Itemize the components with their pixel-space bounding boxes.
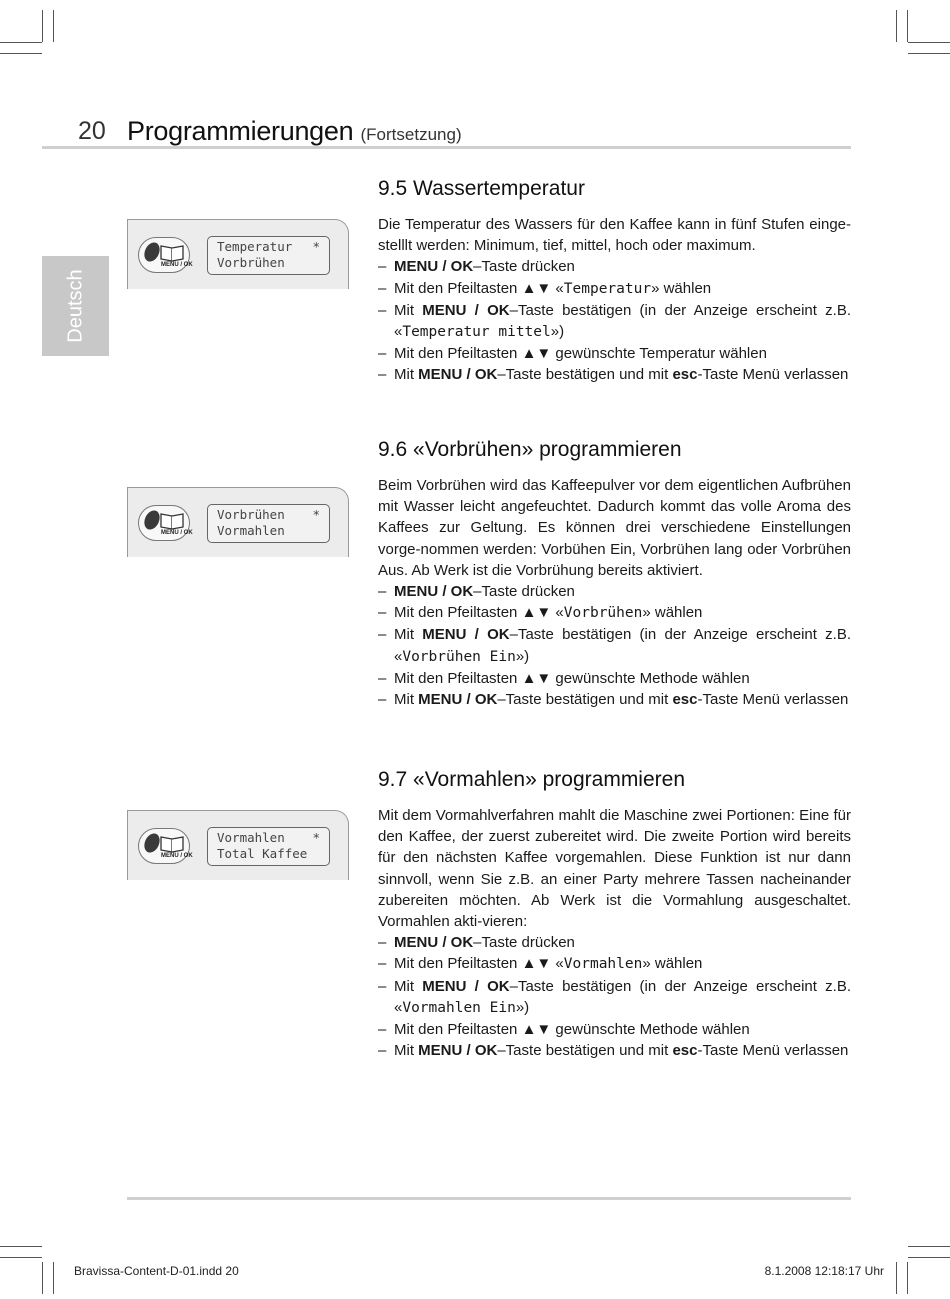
step-text: -Taste Menü verlassen bbox=[697, 1042, 849, 1060]
step-item: – Mit MENU / OK–Taste bestätigen (in der Anzeige erscheint z.B. «Vormahlen Ein») bbox=[378, 977, 852, 1016]
page-title bbox=[127, 116, 462, 147]
step-text: ») bbox=[515, 998, 530, 1016]
crop-mark bbox=[907, 10, 908, 42]
step-text: Mit bbox=[394, 301, 423, 319]
step-text: –Taste drücken bbox=[473, 934, 575, 952]
step-text: Mit den Pfeiltasten ▲▼ « bbox=[394, 955, 564, 973]
crop-mark bbox=[53, 1262, 54, 1294]
section-vormahlen bbox=[378, 768, 851, 1061]
lcd-asterisk: * bbox=[312, 830, 320, 845]
step-text: Mit den Pfeiltasten ▲▼ gewünschte Methode wählen bbox=[394, 1021, 750, 1039]
page-title-text: Programmierungen bbox=[127, 116, 354, 146]
step-text: –Taste bestätigen (in der Anzeige erscheint z.B. « bbox=[394, 301, 852, 341]
crop-mark bbox=[896, 1262, 897, 1294]
step-text: –Taste drücken bbox=[473, 583, 575, 601]
step-item: – Mit MENU / OK–Taste bestätigen (in der Anzeige erscheint z.B. «Vorbrühen Ein») bbox=[378, 626, 852, 665]
language-tab-label: Deutsch bbox=[64, 269, 86, 343]
step-text: –Taste bestätigen (in der Anzeige erscheint z.B. « bbox=[394, 977, 852, 1016]
display-text: Temperatur bbox=[563, 280, 652, 297]
page-number: 20 bbox=[78, 117, 106, 145]
step-item: – Mit den Pfeiltasten ▲▼ gewünschte Methode wählen bbox=[378, 669, 750, 687]
step-text: » wählen bbox=[642, 604, 703, 622]
lcd-display bbox=[207, 827, 330, 866]
display-text: Vormahlen Ein bbox=[402, 999, 516, 1016]
step-text: –Taste bestätigen und mit bbox=[497, 366, 673, 384]
step-list bbox=[378, 581, 851, 710]
step-text: Mit bbox=[394, 366, 419, 384]
step-text: Mit den Pfeiltasten ▲▼ gewünschte Temperatur wählen bbox=[394, 345, 767, 363]
step-text: Mit den Pfeiltasten ▲▼ gewünschte Methode wählen bbox=[394, 669, 750, 687]
lcd-asterisk: * bbox=[312, 507, 320, 522]
menu-ok-label: MENU / OK bbox=[161, 853, 193, 859]
lcd-line-1: Vormahlen bbox=[217, 830, 285, 845]
lcd-line-2: Vorbrühen bbox=[217, 255, 285, 270]
key-label: esc bbox=[672, 1042, 698, 1060]
section-heading: 9.6 «Vorbrühen» programmieren bbox=[378, 438, 682, 461]
step-text: ») bbox=[515, 647, 530, 665]
page-title-suffix: (Fortsetzung) bbox=[360, 125, 462, 144]
footer-rule bbox=[127, 1197, 851, 1200]
step-text: –Taste bestätigen und mit bbox=[497, 691, 673, 709]
key-label: MENU / OK bbox=[422, 977, 510, 995]
step-item: – Mit den Pfeiltasten ▲▼ gewünschte Temperatur wählen bbox=[378, 345, 767, 363]
control-panel-illustration bbox=[127, 487, 349, 557]
step-list bbox=[378, 256, 851, 385]
lcd-display bbox=[207, 504, 330, 543]
step-item: – Mit den Pfeiltasten ▲▼ «Vorbrühen» wählen bbox=[378, 604, 703, 622]
footer-file-info: Bravissa-Content-D-01.indd 20 bbox=[74, 1264, 239, 1278]
lcd-line-1: Temperatur bbox=[217, 239, 293, 254]
step-text: Mit bbox=[394, 626, 423, 644]
key-label: esc bbox=[672, 366, 698, 384]
display-text: Vorbrühen Ein bbox=[402, 648, 516, 665]
step-item: – Mit den Pfeiltasten ▲▼ gewünschte Methode wählen bbox=[378, 1021, 750, 1039]
step-text: » wählen bbox=[651, 279, 712, 297]
key-label: esc bbox=[672, 691, 698, 709]
step-item: – MENU / OK–Taste drücken bbox=[378, 583, 575, 601]
menu-ok-label: MENU / OK bbox=[161, 530, 193, 536]
crop-mark bbox=[907, 1262, 908, 1294]
crop-mark bbox=[53, 10, 54, 42]
step-text: –Taste bestätigen und mit bbox=[497, 1042, 673, 1060]
section-intro: Mit dem Vormahlverfahren mahlt die Maschine zwei Portionen: Eine für den Kaffee, der zuerst zubereitet wird. Die zweite Portion wird bereits für den nächsten Kaffee vorgemahlen. Diese Funktion ist nur dann sinnvoll, wenn Sie z.B. an einer Party mehrere Tassen nacheinander zubereiten möchten. Ab Werk ist die Vormahlung ausgeschaltet. Vormahlen akti-vieren: bbox=[378, 807, 851, 931]
crop-mark bbox=[908, 53, 950, 54]
step-text: –Taste bestätigen (in der Anzeige erscheint z.B. « bbox=[394, 626, 852, 665]
footer-timestamp: 8.1.2008 12:18:17 Uhr bbox=[764, 1264, 884, 1278]
lcd-display bbox=[207, 236, 330, 275]
key-label: MENU / OK bbox=[394, 583, 474, 601]
section-wassertemperatur bbox=[378, 177, 851, 386]
step-item: – MENU / OK–Taste drücken bbox=[378, 258, 575, 276]
key-label: MENU / OK bbox=[394, 934, 474, 952]
crop-mark bbox=[896, 10, 897, 42]
step-item: – Mit MENU / OK–Taste bestätigen und mit esc-Taste Menü verlassen bbox=[378, 691, 849, 709]
crop-mark bbox=[0, 1246, 42, 1247]
menu-ok-button bbox=[138, 237, 193, 273]
section-intro: Die Temperatur des Wassers für den Kaffee kann in fünf Stufen einge-stelllt werden: Minimum, tief, mittel, hoch oder maximum. bbox=[378, 216, 851, 255]
step-text: Mit den Pfeiltasten ▲▼ « bbox=[394, 279, 564, 297]
step-item: – Mit MENU / OK–Taste bestätigen und mit esc-Taste Menü verlassen bbox=[378, 366, 849, 384]
step-list bbox=[378, 932, 851, 1061]
crop-mark bbox=[908, 1257, 950, 1258]
step-text: Mit bbox=[394, 691, 419, 709]
step-item: – Mit MENU / OK–Taste bestätigen und mit esc-Taste Menü verlassen bbox=[378, 1042, 849, 1060]
crop-mark bbox=[908, 42, 950, 43]
lcd-line-1: Vorbrühen bbox=[217, 507, 285, 522]
key-label: MENU / OK bbox=[418, 1042, 498, 1060]
key-label: MENU / OK bbox=[422, 301, 510, 319]
lcd-line-2: Total Kaffee bbox=[217, 846, 308, 861]
crop-mark bbox=[0, 1257, 42, 1258]
menu-ok-button bbox=[138, 505, 193, 541]
section-heading: 9.5 Wassertemperatur bbox=[378, 177, 585, 200]
menu-ok-label: MENU / OK bbox=[161, 262, 193, 268]
step-item: – Mit den Pfeiltasten ▲▼ «Vormahlen» wählen bbox=[378, 955, 703, 973]
key-label: MENU / OK bbox=[422, 626, 510, 644]
key-label: MENU / OK bbox=[394, 258, 474, 276]
language-tab bbox=[42, 256, 109, 356]
crop-mark bbox=[42, 10, 43, 42]
control-panel-illustration bbox=[127, 219, 349, 289]
crop-mark bbox=[42, 1262, 43, 1294]
step-item: – Mit den Pfeiltasten ▲▼ «Temperatur» wählen bbox=[378, 279, 712, 297]
step-text: –Taste drücken bbox=[473, 258, 575, 276]
step-text: Mit den Pfeiltasten ▲▼ « bbox=[394, 604, 564, 622]
display-text: Vorbrühen bbox=[563, 605, 643, 622]
step-text: Mit bbox=[394, 1042, 419, 1060]
step-text: ») bbox=[550, 323, 565, 341]
menu-ok-button bbox=[138, 828, 193, 864]
display-text: Vormahlen bbox=[563, 956, 643, 973]
crop-mark bbox=[0, 53, 42, 54]
step-text: » wählen bbox=[642, 955, 703, 973]
lcd-line-2: Vormahlen bbox=[217, 523, 285, 538]
lcd-asterisk: * bbox=[312, 239, 320, 254]
step-text: -Taste Menü verlassen bbox=[697, 366, 849, 384]
step-text: -Taste Menü verlassen bbox=[697, 691, 849, 709]
key-label: MENU / OK bbox=[418, 366, 498, 384]
section-heading: 9.7 «Vormahlen» programmieren bbox=[378, 768, 686, 791]
section-intro: Beim Vorbrühen wird das Kaffeepulver vor dem eigentlichen Aufbrühen mit Wasser leicht angefeuchtet. Dadurch kommt das volle Aroma des Kaffees zur Geltung. Es können drei verschiedene Einstellungen vorge-nommen werden: Vorbühen Ein, Vorbrühen lang oder Vorbrühen Aus. Ab Werk ist die Vorbrühung bereits aktiviert. bbox=[378, 477, 851, 579]
header-rule bbox=[42, 146, 851, 149]
crop-mark bbox=[908, 1246, 950, 1247]
step-text: Mit bbox=[394, 977, 423, 995]
section-vorbruehen bbox=[378, 438, 851, 710]
key-label: MENU / OK bbox=[418, 691, 498, 709]
control-panel-illustration bbox=[127, 810, 349, 880]
display-text: Temperatur mittel bbox=[402, 324, 551, 341]
step-item: – MENU / OK–Taste drücken bbox=[378, 934, 575, 952]
crop-mark bbox=[0, 42, 42, 43]
step-item: – Mit MENU / OK–Taste bestätigen (in der Anzeige erscheint z.B. «Temperatur mittel») bbox=[378, 301, 852, 341]
